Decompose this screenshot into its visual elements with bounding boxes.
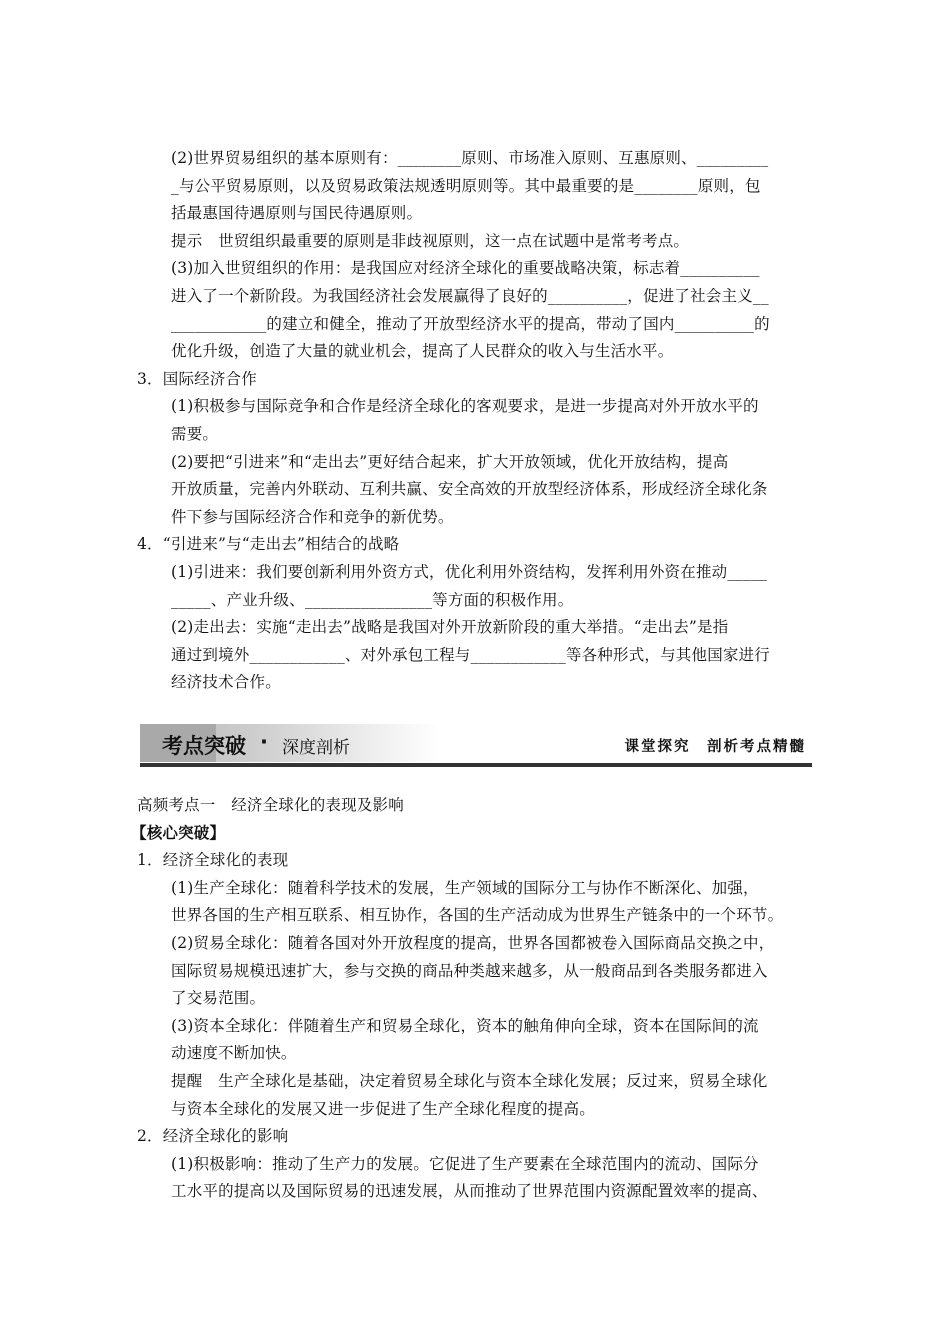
banner-title: 考点突破 bbox=[162, 734, 246, 758]
text-line: 世界各国的生产相互联系、相互协作，各国的生产活动成为世界生产链条中的一个环节。 bbox=[171, 906, 784, 925]
text-line: (3)加入世贸组织的作用：是我国应对经济全球化的重要战略决策，标志着__________ bbox=[171, 259, 760, 278]
text-line: (1)生产全球化：随着科学技术的发展，生产领域的国际分工与协作不断深化、加强， bbox=[171, 878, 759, 897]
text-line: 进入了一个新阶段。为我国经济社会发展赢得了良好的__________，促进了社会主义__ bbox=[171, 287, 769, 305]
text-line: 通过到境外____________、对外承包工程与____________等各种形式，与其他国家进行 bbox=[171, 645, 771, 664]
text-line: (2)要把“引进来”和“走出去”更好结合起来，扩大开放领域，优化开放结构，提高 bbox=[171, 452, 729, 471]
text-line: _____、产业升级、________________等方面的积极作用。 bbox=[171, 590, 574, 609]
text-line: 优化升级，创造了大量的就业机会，提高了人民群众的收入与生活水平。 bbox=[171, 342, 674, 361]
text-line: 提醒 生产全球化是基础，决定着贸易全球化与资本全球化发展；反过来，贸易全球化 bbox=[171, 1072, 768, 1090]
text-line: ____________的建立和健全，推动了开放型经济水平的提高，带动了国内__________的 bbox=[171, 314, 770, 333]
text-line: (1)引进来：我们要创新利用外资方式，优化利用外资结构，发挥利用外资在推动_____ bbox=[171, 563, 768, 581]
text-line: 经济技术合作。 bbox=[171, 673, 281, 692]
text-line: 动速度不断加快。 bbox=[171, 1044, 297, 1063]
text-line: 国际贸易规模迅速扩大，参与交换的商品种类越来越多，从一般商品到各类服务都进入 bbox=[171, 961, 768, 980]
text-line: 了交易范围。 bbox=[171, 989, 266, 1008]
banner-subtitle: 深度剖析 bbox=[282, 738, 350, 758]
banner-rule bbox=[140, 763, 812, 767]
banner-dot: · bbox=[260, 730, 268, 754]
text-line: (2)世界贸易组织的基本原则有：________原则、市场准入原则、互惠原则、_________ bbox=[171, 149, 769, 167]
text-line: 与资本全球化的发展又进一步促进了生产全球化程度的提高。 bbox=[171, 1099, 595, 1118]
text-line: 工水平的提高以及国际贸易的迅速发展，从而推动了世界范围内资源配置效率的提高、 bbox=[171, 1182, 768, 1201]
section-banner bbox=[140, 724, 812, 774]
text-line: 【核心突破】 bbox=[131, 822, 226, 842]
banner-right-caption: 课堂探究 剖析考点精髓 bbox=[624, 738, 806, 755]
text-line: 1．经济全球化的表现 bbox=[137, 851, 289, 870]
text-line: (1)积极参与国际竞争和合作是经济全球化的客观要求，是进一步提高对外开放水平的 bbox=[171, 397, 759, 416]
text-line: 开放质量，完善内外联动、互利共赢、安全高效的开放型经济体系，形成经济全球化条 bbox=[171, 480, 768, 499]
text-line: _与公平贸易原则，以及贸易政策法规透明原则等。其中最重要的是________原则，包 bbox=[171, 176, 761, 195]
text-line: (1)积极影响：推动了生产力的发展。它促进了生产要素在全球范围内的流动、国际分 bbox=[171, 1154, 759, 1173]
text-line: (3)资本全球化：伴随着生产和贸易全球化，资本的触角伸向全球，资本在国际间的流 bbox=[171, 1016, 759, 1035]
text-line: 高频考点一 经济全球化的表现及影响 bbox=[137, 796, 404, 814]
text-line: (2)走出去：实施“走出去”战略是我国对外开放新阶段的重大举措。“走出去”是指 bbox=[171, 618, 729, 637]
text-line: 提示 世贸组织最重要的原则是非歧视原则，这一点在试题中是常考考点。 bbox=[171, 231, 690, 250]
text-line: (2)贸易全球化：随着各国对外开放程度的提高，世界各国都被卷入国际商品交换之中， bbox=[171, 934, 775, 952]
text-line: 括最惠国待遇原则与国民待遇原则。 bbox=[171, 204, 423, 223]
text-line: 件下参与国际经济合作和竞争的新优势。 bbox=[171, 507, 454, 526]
text-line: 3．国际经济合作 bbox=[137, 369, 257, 388]
text-line: 需要。 bbox=[171, 425, 219, 443]
text-line: 4．“引进来”与“走出去”相结合的战略 bbox=[137, 535, 400, 554]
text-line: 2．经济全球化的影响 bbox=[137, 1127, 289, 1146]
